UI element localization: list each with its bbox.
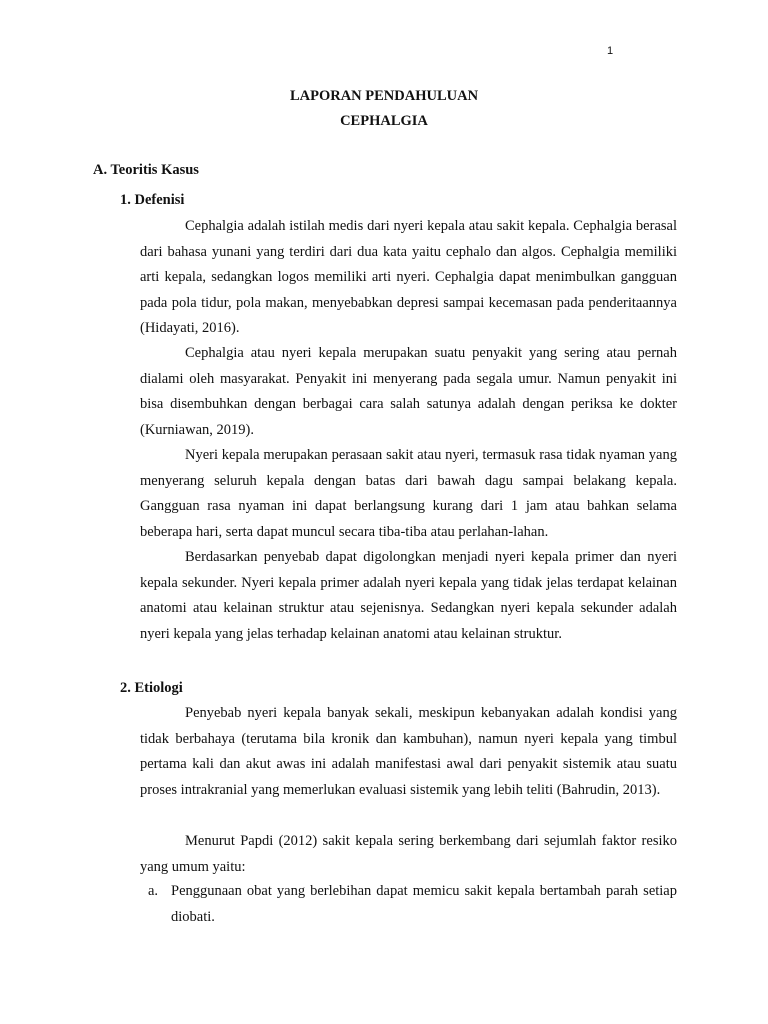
paragraph-definition-4: Berdasarkan penyebab dapat digolongkan menjadi nyeri kepala primer dan nyeri kepala sekunder. Nyeri kepala primer adalah nyeri kepala yang tidak jelas terdapat kelainan anatomi atau kelainan struktur atau sejenisnya. Sedangkan nyeri kepala sekunder adalah nyeri kepala yang jelas terhadap kelainan anatomi atau kelainan struktur. bbox=[140, 549, 677, 642]
document-subtitle: CEPHALGIA bbox=[340, 113, 428, 129]
list-item-text: Penggunaan obat yang berlebihan dapat memicu sakit kepala bertambah parah setiap diobati. bbox=[171, 883, 677, 925]
subheading-defenisi: 1. Defenisi bbox=[120, 192, 185, 208]
paragraph-etiology-1: Penyebab nyeri kepala banyak sekali, meskipun kebanyakan adalah kondisi yang tidak berbahaya (terutama bila kronik dan kambuhan), namun nyeri kepala yang timbul pertama kali dan akut awas ini adalah manifestasi awal dari penyakit sistemik atau suatu proses intrakranial yang memerlukan evaluasi sistemik yang lebih teliti (Bahrudin, 2013). bbox=[140, 705, 677, 798]
section-heading-teoritis-kasus: A. Teoritis Kasus bbox=[93, 162, 199, 178]
page-number: 1 bbox=[607, 45, 614, 57]
paragraph-definition-2: Cephalgia atau nyeri kepala merupakan suatu penyakit yang sering atau pernah dialami oleh masyarakat. Penyakit ini menyerang pada segala umur. Namun penyakit ini bisa disembuhkan dengan berbagai cara salah satunya adalah dengan periksa ke dokter (Kurniawan, 2019). bbox=[140, 345, 677, 438]
paragraph-definition-1: Cephalgia adalah istilah medis dari nyeri kepala atau sakit kepala. Cephalgia berasal dari bahasa yunani yang terdiri dari dua kata yaitu cephalo dan algos. Cephalgia memiliki arti kepala, sedangkan logos memiliki arti nyeri. Cephalgia dapat menimbulkan gangguan pada pola tidur, pola makan, menyebabkan depresi sampai kecemasan pada penderitaannya (Hidayati, 2016). bbox=[140, 218, 677, 337]
paragraph-etiology-2: Menurut Papdi (2012) sakit kepala sering berkembang dari sejumlah faktor resiko yang umum yaitu: bbox=[140, 833, 677, 875]
paragraph-definition-3: Nyeri kepala merupakan perasaan sakit atau nyeri, termasuk rasa tidak nyaman yang menyerang seluruh kepala dengan batas dari bawah dagu sampai belakang kepala. Gangguan rasa nyaman ini dapat berlangsung kurang dari 1 jam atau bahkan selama beberapa hari, serta dapat muncul secara tiba-tiba atau perlahan-lahan. bbox=[140, 447, 677, 540]
subheading-etiologi: 2. Etiologi bbox=[120, 680, 183, 696]
list-item bbox=[148, 879, 677, 930]
list-item-marker: a. bbox=[148, 883, 159, 899]
document-title: LAPORAN PENDAHULUAN bbox=[289, 88, 479, 104]
